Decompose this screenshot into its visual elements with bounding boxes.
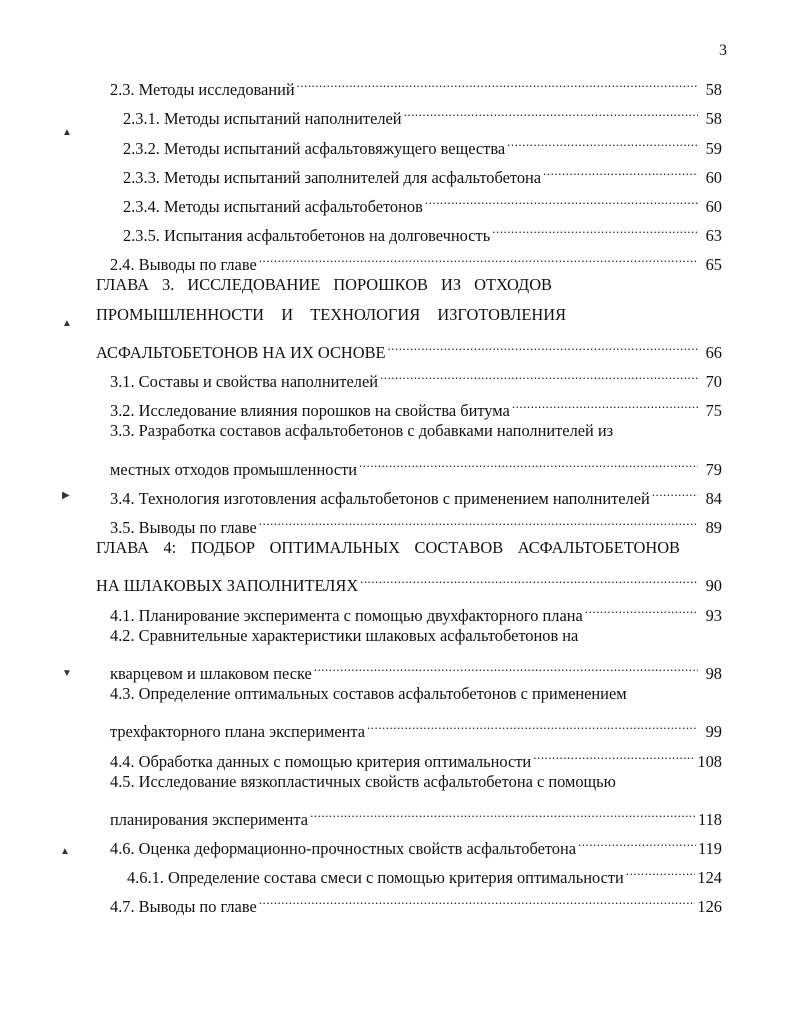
toc-entry-page: 58 bbox=[705, 80, 722, 100]
toc-entry-line: 4.5. Исследование вязкопластичных свойств асфальтобетона с помощью bbox=[110, 771, 616, 791]
toc-entry-page: 89 bbox=[705, 518, 722, 537]
toc-entry-page: 119 bbox=[698, 839, 722, 859]
toc-leader-dots bbox=[259, 883, 696, 912]
toc-entry-page: 90 bbox=[705, 576, 722, 596]
scan-mark: ▲ bbox=[60, 846, 70, 857]
toc-entry-title: 3.2. Исследование влияния порошков на свойства битума bbox=[110, 401, 510, 421]
toc-entry-title: трехфакторного плана эксперимента bbox=[110, 722, 366, 742]
toc-entry-title: 3.1. Составы и свойства наполнителей bbox=[110, 372, 379, 392]
scan-mark: ▶ bbox=[62, 490, 70, 501]
toc-leader-dots bbox=[297, 66, 698, 95]
toc-entry-page: 58 bbox=[705, 109, 722, 129]
toc-leader-dots bbox=[314, 650, 698, 679]
toc-entry-title: 4.1. Планирование эксперимента с помощью двухфакторного плана bbox=[110, 605, 583, 625]
toc-leader-dots bbox=[367, 708, 698, 737]
toc-entry-title: местных отходов промышленности bbox=[110, 459, 358, 479]
toc-entry-title: планирования эксперимента bbox=[110, 809, 309, 829]
toc-entry-title: 2.3.4. Методы испытаний асфальтобетонов bbox=[123, 196, 423, 216]
toc-entry-title: 2.3. Методы исследований bbox=[110, 80, 295, 100]
toc-leader-dots bbox=[533, 737, 695, 766]
toc-leader-dots bbox=[512, 387, 698, 416]
toc-leader-dots bbox=[388, 329, 698, 358]
toc-leader-dots bbox=[425, 183, 698, 212]
toc-leader-dots bbox=[507, 124, 698, 153]
toc-leader-dots bbox=[310, 796, 696, 825]
toc-entry-page: 70 bbox=[705, 372, 722, 392]
toc-leader-dots bbox=[404, 95, 698, 124]
toc-entry-title: 3.4. Технология изготовления асфальтобетонов с применением наполнителей bbox=[110, 488, 650, 508]
table-of-contents bbox=[96, 66, 722, 917]
toc-leader-dots bbox=[360, 562, 698, 591]
toc-entry-title: 2.3.5. Испытания асфальтобетонов на долговечность bbox=[123, 226, 491, 246]
toc-entry-title: 3.5. Выводы по главе bbox=[110, 518, 257, 537]
toc-entry-page: 75 bbox=[705, 401, 722, 421]
toc-leader-dots bbox=[380, 358, 698, 387]
toc-entry-page: 60 bbox=[705, 167, 722, 187]
toc-entry-title: НА ШЛАКОВЫХ ЗАПОЛНИТЕЛЯХ bbox=[96, 576, 359, 596]
toc-entry-title: кварцевом и шлаковом песке bbox=[110, 663, 312, 683]
toc-entry-page: 59 bbox=[705, 138, 722, 158]
toc-entry bbox=[96, 796, 722, 829]
toc-leader-dots bbox=[543, 154, 698, 183]
toc-entry-page: 98 bbox=[705, 663, 722, 683]
toc-entry-line: 4.3. Определение оптимальных составов асфальтобетонов с применением bbox=[110, 683, 627, 703]
toc-entry-page: 66 bbox=[705, 342, 722, 362]
toc-entry-title: 4.4. Обработка данных с помощью критерия оптимальности bbox=[110, 751, 532, 771]
toc-entry-page: 124 bbox=[697, 868, 722, 888]
page-number: 3 bbox=[719, 42, 727, 59]
toc-entry-page: 79 bbox=[705, 459, 722, 479]
scan-mark: ▲ bbox=[62, 127, 72, 138]
toc-entry-line: 3.3. Разработка составов асфальтобетонов с добавками наполнителей из bbox=[110, 421, 614, 441]
toc-entry-title: 2.3.2. Методы испытаний асфальтовяжущего вещества bbox=[123, 138, 506, 158]
toc-entry-title: 2.4. Выводы по главе bbox=[110, 255, 257, 275]
toc-entry-page: 65 bbox=[705, 255, 722, 275]
toc-leader-dots bbox=[259, 504, 698, 533]
toc-leader-dots bbox=[578, 825, 696, 854]
toc-leader-dots bbox=[652, 475, 698, 504]
toc-entry bbox=[96, 329, 722, 362]
toc-entry-page: 63 bbox=[705, 226, 722, 246]
toc-entry-page: 93 bbox=[705, 605, 722, 625]
toc-entry-title: 2.3.3. Методы испытаний заполнителей для асфальтобетона bbox=[123, 167, 542, 187]
toc-leader-dots bbox=[626, 854, 696, 883]
chapter-heading-line: ПРОМЫШЛЕННОСТИ И ТЕХНОЛОГИЯ ИЗГОТОВЛЕНИЯ bbox=[96, 304, 566, 324]
chapter-heading-line: ГЛАВА 3. ИССЛЕДОВАНИЕ ПОРОШКОВ ИЗ ОТХОДОВ bbox=[96, 275, 552, 295]
toc-leader-dots bbox=[359, 445, 698, 474]
toc-entry-title: 4.6. Оценка деформационно-прочностных свойств асфальтобетона bbox=[110, 839, 577, 859]
toc-entry-line: 4.2. Сравнительные характеристики шлаковых асфальтобетонов на bbox=[110, 625, 579, 645]
toc-entry bbox=[96, 562, 722, 596]
toc-entry bbox=[96, 650, 722, 683]
toc-entry-page: 118 bbox=[698, 809, 722, 829]
toc-entry-title: 4.7. Выводы по главе bbox=[110, 897, 257, 917]
scan-mark: ▲ bbox=[62, 318, 72, 329]
toc-leader-dots bbox=[585, 591, 698, 620]
toc-entry-page: 84 bbox=[705, 488, 722, 508]
toc-entry-title: 4.6.1. Определение состава смеси с помощью критерия оптимальности bbox=[127, 868, 624, 888]
toc-entry-title: АСФАЛЬТОБЕТОНОВ НА ИХ ОСНОВЕ bbox=[96, 342, 386, 362]
toc-entry-page: 60 bbox=[705, 196, 722, 216]
scan-mark: ▼ bbox=[62, 668, 72, 679]
toc-leader-dots bbox=[259, 241, 698, 270]
toc-entry-page: 126 bbox=[697, 897, 722, 917]
toc-entry-page: 99 bbox=[705, 722, 722, 742]
toc-leader-dots bbox=[492, 212, 698, 241]
toc-entry-title: 2.3.1. Методы испытаний наполнителей bbox=[123, 109, 402, 129]
toc-entry bbox=[96, 708, 722, 742]
toc-entry bbox=[96, 66, 722, 100]
toc-entry-page: 108 bbox=[697, 751, 722, 771]
toc-entry bbox=[96, 445, 722, 479]
chapter-heading-line: ГЛАВА 4: ПОДБОР ОПТИМАЛЬНЫХ СОСТАВОВ АСФАЛЬТОБЕТОНОВ bbox=[96, 538, 680, 557]
